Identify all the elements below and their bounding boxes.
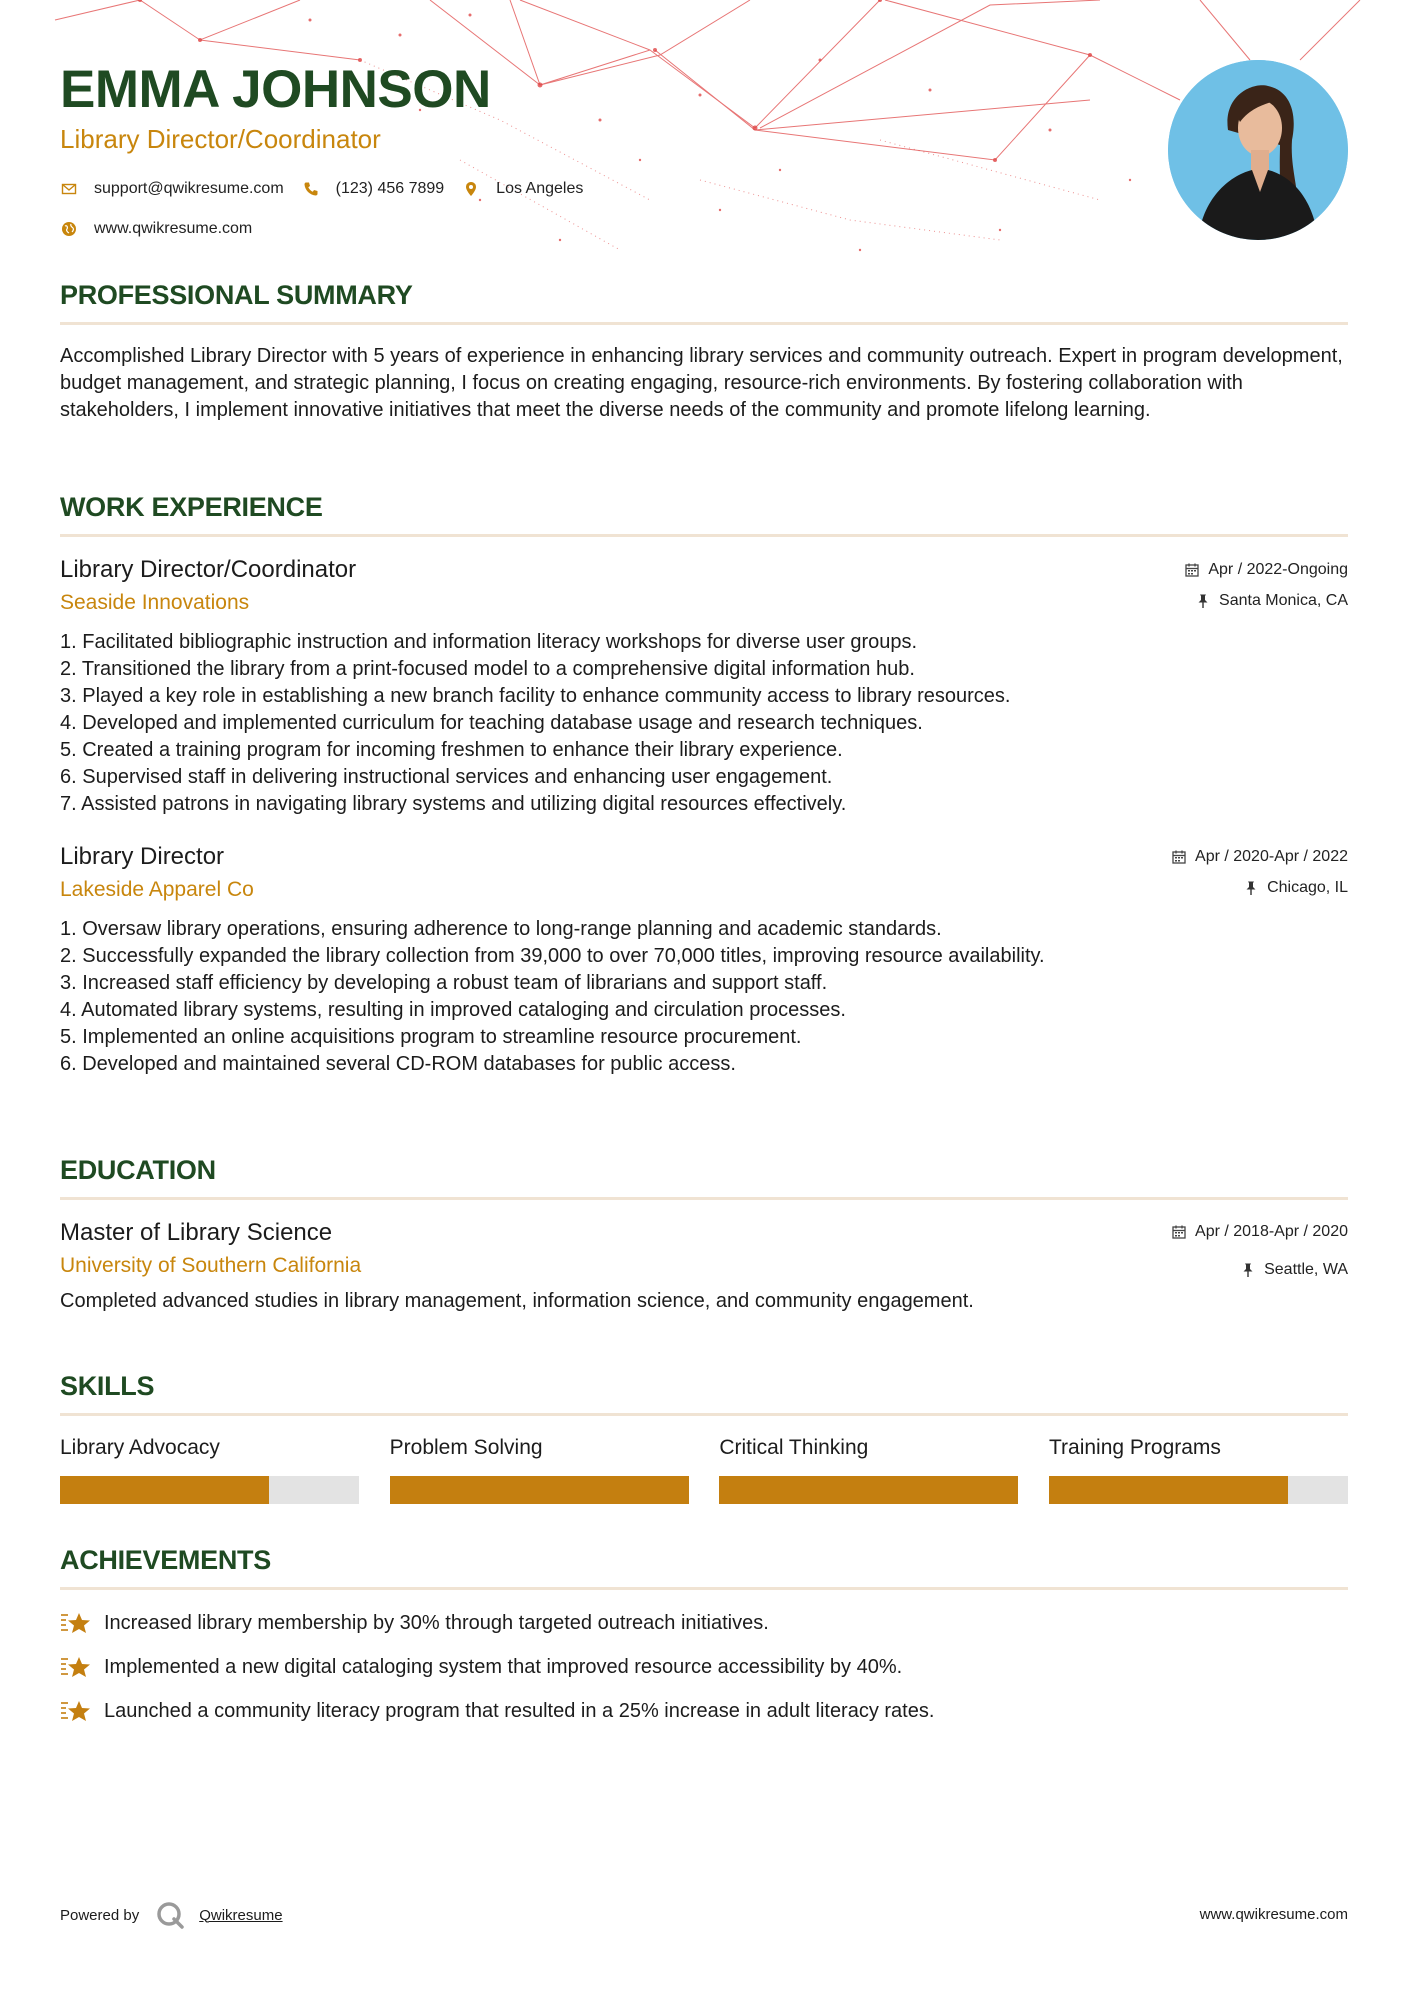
education-entry [60, 1218, 1348, 1280]
section-heading-achievements: ACHIEVEMENTS [60, 1545, 271, 1575]
contact-phone-text: (123) 456 7899 [335, 180, 445, 197]
job-dates [1184, 559, 1348, 581]
list-item: 1. Oversaw library operations, ensuring adherence to long-range planning and academic standards. [60, 918, 942, 940]
job-entry [60, 842, 1348, 904]
qwikresume-link[interactable]: Qwikresume [199, 1906, 283, 1924]
skills-section [60, 1369, 1348, 1504]
job-meta [1184, 559, 1348, 612]
skill-bar [60, 1476, 359, 1504]
summary-section [60, 278, 1348, 424]
section-heading-education: EDUCATION [60, 1155, 216, 1185]
contact-email[interactable] [60, 180, 284, 198]
skills-list [60, 1434, 1348, 1504]
calendar-icon [1171, 1224, 1187, 1240]
skill-bar-fill [719, 1476, 1018, 1504]
calendar-icon [1184, 562, 1200, 578]
education-location [1171, 1259, 1348, 1281]
summary-text: Accomplished Library Director with 5 years of experience in enhancing library services and community outreach. Expert in program development, budget management, and strategic planning, I focus on creating engaging, resource-rich environments. By fostering collaboration with stakeholders, I implement innovative initiatives that meet the diverse needs of the community and promote lifelong learning. [60, 345, 1343, 421]
qwikresume-logo-icon [155, 1900, 185, 1930]
calendar-icon [1171, 849, 1187, 865]
education-dates [1171, 1221, 1348, 1243]
contact-website[interactable] [60, 220, 252, 238]
list-item: 6. Developed and maintained several CD-ROM databases for public access. [60, 1053, 736, 1075]
experience-section [60, 490, 1348, 1078]
job-bullets [60, 629, 1348, 818]
job-title: Library Director [60, 843, 225, 870]
list-item: 3. Increased staff efficiency by developing a robust team of librarians and support staff. [60, 972, 828, 994]
list-item: 1. Facilitated bibliographic instruction and information literacy workshops for diverse user groups. [60, 631, 918, 653]
section-divider [60, 1587, 1348, 1590]
star-award-icon [60, 1653, 92, 1681]
contact-website-text: www.qwikresume.com [94, 220, 253, 237]
job-company: Lakeside Apparel Co [60, 878, 254, 901]
list-item: 7. Assisted patrons in navigating library systems and utilizing digital resources effectively. [60, 793, 847, 815]
job-meta [1171, 846, 1348, 899]
contact-location [462, 180, 583, 198]
section-divider [60, 322, 1348, 325]
skill-name: Training Programs [1048, 1436, 1221, 1459]
job-dates-text: Apr / 2022-Ongoing [1208, 561, 1348, 578]
section-divider [60, 1413, 1348, 1416]
achievement-text: Launched a community literacy program that resulted in a 25% increase in adult literacy rates. [104, 1699, 935, 1722]
job-location [1171, 877, 1348, 899]
skill-bar [390, 1476, 689, 1504]
list-item: 2. Transitioned the library from a print-focused model to a comprehensive digital information hub. [60, 658, 915, 680]
job-dates-text: Apr / 2020-Apr / 2022 [1195, 848, 1348, 865]
skill-name: Library Advocacy [60, 1436, 220, 1459]
skill-item [719, 1434, 1018, 1504]
skill-bar [719, 1476, 1018, 1504]
list-item: 4. Automated library systems, resulting in improved cataloging and circulation processes. [60, 999, 846, 1021]
education-section [60, 1153, 1348, 1315]
star-award-icon [60, 1609, 92, 1637]
achievement-item [60, 1652, 1348, 1682]
education-meta [1171, 1221, 1348, 1281]
star-award-icon [60, 1697, 92, 1725]
degree-title: Master of Library Science [60, 1219, 333, 1246]
globe-icon [60, 220, 78, 238]
section-heading-experience: WORK EXPERIENCE [60, 492, 323, 522]
page-footer [60, 1900, 1348, 1930]
candidate-title: Library Director/Coordinator [60, 124, 381, 154]
job-location-text: Santa Monica, CA [1219, 592, 1348, 609]
contact-row-website [60, 220, 601, 238]
list-item: 5. Implemented an online acquisitions program to streamline resource procurement. [60, 1026, 802, 1048]
achievements-list [60, 1608, 1348, 1726]
contact-row [60, 180, 601, 198]
section-divider [60, 1197, 1348, 1200]
achievement-item [60, 1608, 1348, 1638]
education-dates-text: Apr / 2018-Apr / 2020 [1195, 1223, 1348, 1240]
achievements-section [60, 1543, 1348, 1726]
avatar [1168, 60, 1348, 240]
job-title: Library Director/Coordinator [60, 556, 357, 583]
job-bullets [60, 916, 1348, 1078]
skill-bar [1049, 1476, 1348, 1504]
skill-bar-fill [390, 1476, 689, 1504]
footer-website[interactable]: www.qwikresume.com [1199, 1906, 1348, 1923]
skill-item [1049, 1434, 1348, 1504]
skill-bar-fill [1049, 1476, 1288, 1504]
map-pin-icon [462, 180, 480, 198]
job-location [1184, 590, 1348, 612]
list-item: 2. Successfully expanded the library collection from 39,000 to over 70,000 titles, improving resource availability. [60, 945, 1045, 967]
section-heading-skills: SKILLS [60, 1371, 155, 1401]
job-entry [60, 555, 1348, 617]
contact-location-text: Los Angeles [496, 180, 584, 197]
list-item: 5. Created a training program for incoming freshmen to enhance their library experience. [60, 739, 843, 761]
job-dates [1171, 846, 1348, 868]
section-divider [60, 534, 1348, 537]
achievement-text: Increased library membership by 30% through targeted outreach initiatives. [104, 1611, 769, 1634]
skill-item [60, 1434, 359, 1504]
list-item: 3. Played a key role in establishing a new branch facility to enhance community access to library resources. [60, 685, 1011, 707]
candidate-name: EMMA JOHNSON [60, 60, 491, 119]
list-item: 6. Supervised staff in delivering instructional services and enhancing user engagement. [60, 766, 833, 788]
profile-photo [1168, 60, 1348, 240]
section-heading-summary: PROFESSIONAL SUMMARY [60, 280, 413, 310]
achievement-item [60, 1696, 1348, 1726]
pushpin-icon [1195, 593, 1211, 609]
skill-name: Critical Thinking [719, 1436, 869, 1459]
job-location-text: Chicago, IL [1267, 879, 1348, 896]
skill-name: Problem Solving [389, 1436, 543, 1459]
school-name: University of Southern California [60, 1254, 362, 1277]
achievement-text: Implemented a new digital cataloging system that improved resource accessibility by 40%. [104, 1655, 903, 1678]
education-location-text: Seattle, WA [1264, 1261, 1348, 1278]
education-description: Completed advanced studies in library management, information science, and community engagement. [60, 1290, 974, 1312]
job-company: Seaside Innovations [60, 591, 250, 614]
pushpin-icon [1240, 1262, 1256, 1278]
skill-bar-fill [60, 1476, 269, 1504]
contact-email-text: support@qwikresume.com [94, 180, 284, 197]
pushpin-icon [1243, 880, 1259, 896]
contact-phone[interactable] [302, 180, 445, 198]
resume-header [60, 58, 601, 238]
powered-by-label: Powered by [60, 1906, 140, 1924]
list-item: 4. Developed and implemented curriculum for teaching database usage and research techniques. [60, 712, 923, 734]
skill-item [390, 1434, 689, 1504]
footer-branding [60, 1900, 283, 1930]
phone-icon [302, 180, 320, 198]
envelope-icon [60, 180, 78, 198]
